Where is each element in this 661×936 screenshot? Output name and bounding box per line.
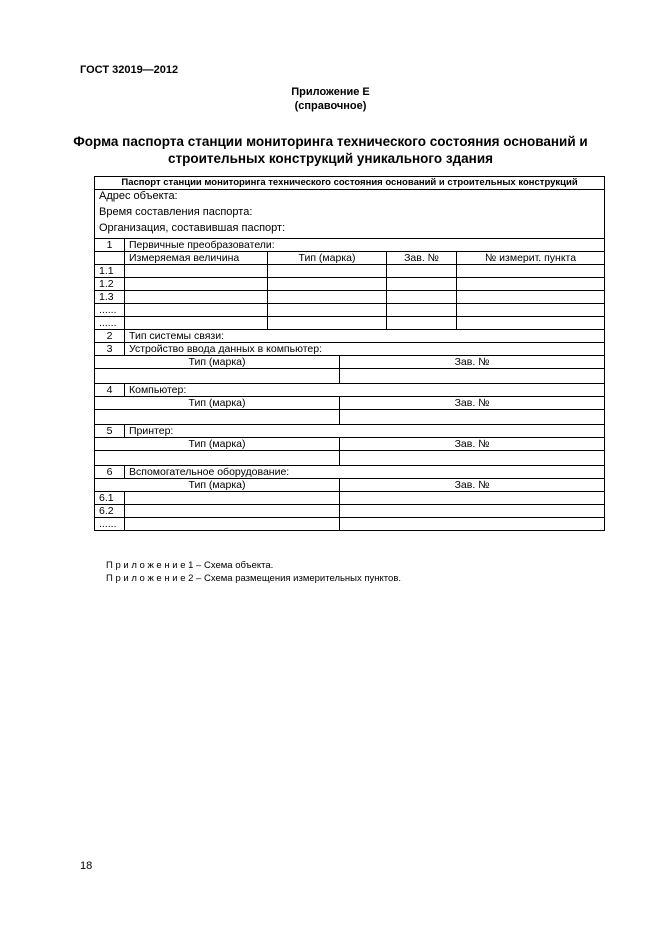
table-row [95,265,605,278]
table-row [95,518,605,531]
section-row [95,466,605,479]
passport-form-table [94,176,605,531]
section-number: 6 [95,466,125,479]
object-info [95,190,605,239]
section-title: Тип системы связи: [125,330,605,343]
col-serial: Зав. № [340,356,605,369]
table-row [95,317,605,330]
table-cell[interactable] [125,278,268,291]
section-title: Устройство ввода данных в компьютер: [125,343,605,356]
row-number: 1.3 [95,291,125,304]
table-cell[interactable] [387,265,457,278]
table-row [95,451,605,466]
table-cell[interactable] [387,317,457,330]
organization-label: Организация, составившая паспорт: [99,222,286,234]
col-type: Тип (марка) [95,397,340,410]
section-row [95,425,605,438]
row-number: 1.2 [95,278,125,291]
document-code: ГОСТ 32019—2012 [80,64,179,76]
col-type: Тип (марка) [95,438,340,451]
table-cell[interactable] [340,410,605,425]
table-cell[interactable] [125,291,268,304]
table-row [95,304,605,317]
row-number: ...... [95,304,125,317]
table-cell[interactable] [340,492,605,505]
info-row [95,190,605,239]
section-row [95,239,605,252]
col-serial: Зав. № [340,397,605,410]
table-cell[interactable] [457,265,605,278]
passport-time-label: Время составления паспорта: [99,206,253,218]
table-cell[interactable] [340,505,605,518]
section-number: 5 [95,425,125,438]
table-cell[interactable] [125,492,340,505]
table-cell[interactable] [125,304,268,317]
page-number: 18 [80,860,93,872]
table-column-headers [95,479,605,492]
table-cell[interactable] [268,291,387,304]
table-column-headers [95,397,605,410]
section-number: 2 [95,330,125,343]
empty-cell [95,252,125,265]
col-serial: Зав. № [340,438,605,451]
table-cell[interactable] [268,265,387,278]
appendix-title: Приложение Е [291,86,370,98]
table-row [95,492,605,505]
col-point-number: № измерит. пункта [457,252,605,265]
appendix-subtitle: (справочное) [294,100,367,112]
col-serial: Зав. № [340,479,605,492]
table-cell[interactable] [387,291,457,304]
col-type: Тип (марка) [268,252,387,265]
row-number: ...... [95,518,125,531]
section-row [95,343,605,356]
table-cell[interactable] [95,410,340,425]
row-number: 1.1 [95,265,125,278]
table-cell[interactable] [268,304,387,317]
col-serial: Зав. № [387,252,457,265]
form-title [60,133,601,167]
row-number: ...... [95,317,125,330]
table-cell[interactable] [457,291,605,304]
table-column-headers [95,438,605,451]
table-column-headers [95,356,605,369]
table-row [95,278,605,291]
section-row [95,384,605,397]
section-title: Первичные преобразователи: [125,239,605,252]
section-row [95,330,605,343]
table-cell[interactable] [95,451,340,466]
table-row [95,410,605,425]
note-appendix-1: П р и л о ж е н и е 1 – Схема объекта. [106,560,274,571]
form-title-line-1: Форма паспорта станции мониторинга технического состояния оснований и [73,134,588,149]
table-row [95,291,605,304]
table-cell[interactable] [340,451,605,466]
table-cell[interactable] [95,369,340,384]
table-column-headers [95,252,605,265]
table-cell[interactable] [125,505,340,518]
table-cell[interactable] [125,317,268,330]
table-row [95,505,605,518]
object-address-label: Адрес объекта: [99,190,178,202]
section-title: Вспомогательное оборудование: [125,466,605,479]
table-cell[interactable] [340,518,605,531]
table-cell[interactable] [457,304,605,317]
table-cell[interactable] [457,278,605,291]
col-type: Тип (марка) [95,479,340,492]
table-row [95,369,605,384]
col-type: Тип (марка) [95,356,340,369]
section-number: 1 [95,239,125,252]
table-cell[interactable] [125,518,340,531]
table-header-row [95,177,605,190]
table-cell[interactable] [125,265,268,278]
section-number: 4 [95,384,125,397]
table-cell[interactable] [457,317,605,330]
appendix-notes [106,559,401,585]
row-number: 6.1 [95,492,125,505]
row-number: 6.2 [95,505,125,518]
table-cell[interactable] [268,317,387,330]
section-title: Компьютер: [125,384,605,397]
table-cell[interactable] [340,369,605,384]
section-number: 3 [95,343,125,356]
section-title: Принтер: [125,425,605,438]
table-header: Паспорт станции мониторинга технического состояния оснований и строительных конструкций [95,177,605,190]
form-title-line-2: строительных конструкций уникального здания [168,151,493,166]
note-appendix-2: П р и л о ж е н и е 2 – Схема размещения измерительных пунктов. [106,573,402,584]
table-cell[interactable] [387,304,457,317]
col-measured-quantity: Измеряемая величина [125,252,268,265]
table-cell[interactable] [268,278,387,291]
table-cell[interactable] [387,278,457,291]
